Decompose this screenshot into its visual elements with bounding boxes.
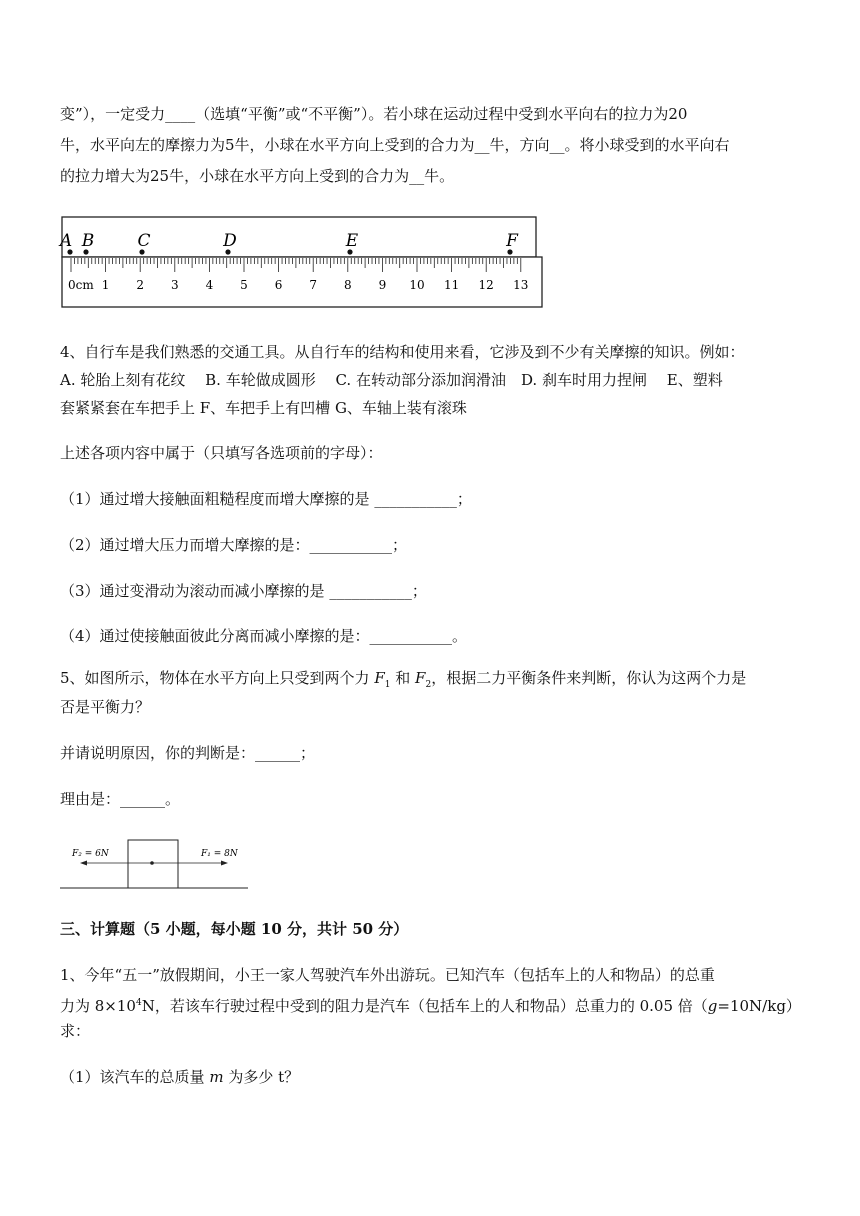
calc-1-sub xyxy=(60,1067,299,1087)
ruler-tick-label: 9 xyxy=(378,278,387,292)
ruler-tick-label: 12 xyxy=(478,278,494,292)
ruler-tick-label: 11 xyxy=(443,278,460,292)
question-5-stem xyxy=(60,668,746,695)
calc-1-stem: 求： xyxy=(60,1022,91,1040)
ruler-point-label: D xyxy=(223,231,237,251)
question-4-options: A. 轮胎上刻有花纹 B. 车轮做成圆形 C. 在转动部分添加润滑油 D. 刹车时用力捏闸 E、塑料 xyxy=(60,371,723,389)
text-span: N，若该车行驶过程中受到的阻力是汽车（包括车上的人和物品）总重力的 0.05 倍（ xyxy=(141,997,708,1015)
ruler-tick-label: 5 xyxy=(240,278,248,292)
subscript: 2 xyxy=(425,680,432,690)
subscript: 1 xyxy=(384,680,391,690)
ruler-tick-label: 10 xyxy=(409,278,425,292)
text-line: 的拉力增大为25牛，小球在水平方向上受到的合力为__牛。 xyxy=(60,167,455,185)
ruler-point-label: F xyxy=(506,231,518,251)
ruler-tick-label: 6 xyxy=(274,278,283,292)
ruler-tick-label: 1 xyxy=(101,278,110,292)
question-4-options: 套紧紧套在车把手上 F、车把手上有凹槽 G、车轴上装有滚珠 xyxy=(60,399,467,417)
ruler-point-label: C xyxy=(137,231,151,251)
force-label-right: F₁ = 8N xyxy=(201,849,238,859)
force-diagram xyxy=(58,836,250,892)
calc-1-stem: 1、今年“五一”放假期间，小王一家人驾驶汽车外出游玩。已知汽车（包括车上的人和物品）的总重 xyxy=(60,966,715,984)
ruler-point-label: A xyxy=(59,231,73,251)
text-line: 变”），一定受力____（选填“平衡”或“不平衡”）。若小球在运动过程中受到水平向右的拉力为20 xyxy=(60,105,688,123)
text-span: =10N/kg） xyxy=(717,997,801,1015)
calc-1-stem xyxy=(60,993,801,1016)
force-symbol: F xyxy=(415,669,426,687)
force-symbol: F xyxy=(374,669,385,687)
ruler-tick-label: 7 xyxy=(309,278,318,292)
ruler-figure xyxy=(58,215,548,311)
question-4-sub: （3）通过变滑动为滚动而减小摩擦的是 ___________； xyxy=(60,582,427,600)
text-span: ，根据二力平衡条件来判断，你认为这两个力是 xyxy=(431,669,747,687)
question-4-sub: （1）通过增大接触面粗糙程度而增大摩擦的是 ___________； xyxy=(60,490,472,508)
section-heading: 三、计算题（5 小题，每小题 10 分，共计 50 分） xyxy=(60,920,409,938)
text-span: 力为 8×10 xyxy=(60,997,136,1015)
ruler-point-label: B xyxy=(81,231,95,251)
question-5-reason: 理由是：______。 xyxy=(60,790,181,808)
question-5-judge: 并请说明原因，你的判断是：______； xyxy=(60,744,316,762)
question-4-sub: （2）通过增大压力而增大摩擦的是：___________； xyxy=(60,536,408,554)
question-4-stem: 4、自行车是我们熟悉的交通工具。从自行车的结构和使用来看，它涉及到不少有关摩擦的知识。例如： xyxy=(60,343,745,361)
symbol-g: g xyxy=(707,997,718,1015)
text-line: 牛，水平向左的摩擦力为5牛，小球在水平方向上受到的合力为__牛，方向__。将小球受到的水平向右 xyxy=(60,136,730,154)
ruler-tick-label: 8 xyxy=(343,278,352,292)
question-4-sub: （4）通过使接触面彼此分离而减小摩擦的是：___________。 xyxy=(60,627,468,645)
text-span: 5、如图所示，物体在水平方向上只受到两个力 xyxy=(60,669,375,687)
superscript: 4 xyxy=(135,998,142,1008)
ruler-point-label: E xyxy=(345,231,359,251)
force-label-left: F₂ = 6N xyxy=(72,849,109,859)
question-5-stem: 否是平衡力？ xyxy=(60,698,151,716)
text-span: 为多少 t？ xyxy=(223,1068,300,1086)
text-span: 和 xyxy=(390,669,416,687)
question-4-intro: 上述各项内容中属于（只填写各选项前的字母）： xyxy=(60,444,383,462)
ruler-tick-label: 3 xyxy=(170,278,179,292)
ruler-tick-label: 2 xyxy=(136,278,145,292)
symbol-m: m xyxy=(209,1068,224,1086)
text-span: （1）该汽车的总质量 xyxy=(60,1068,210,1086)
ruler-tick-label: 4 xyxy=(205,278,214,292)
ruler-tick-label: 13 xyxy=(513,278,529,292)
ruler-tick-label: 0cm xyxy=(68,278,94,292)
